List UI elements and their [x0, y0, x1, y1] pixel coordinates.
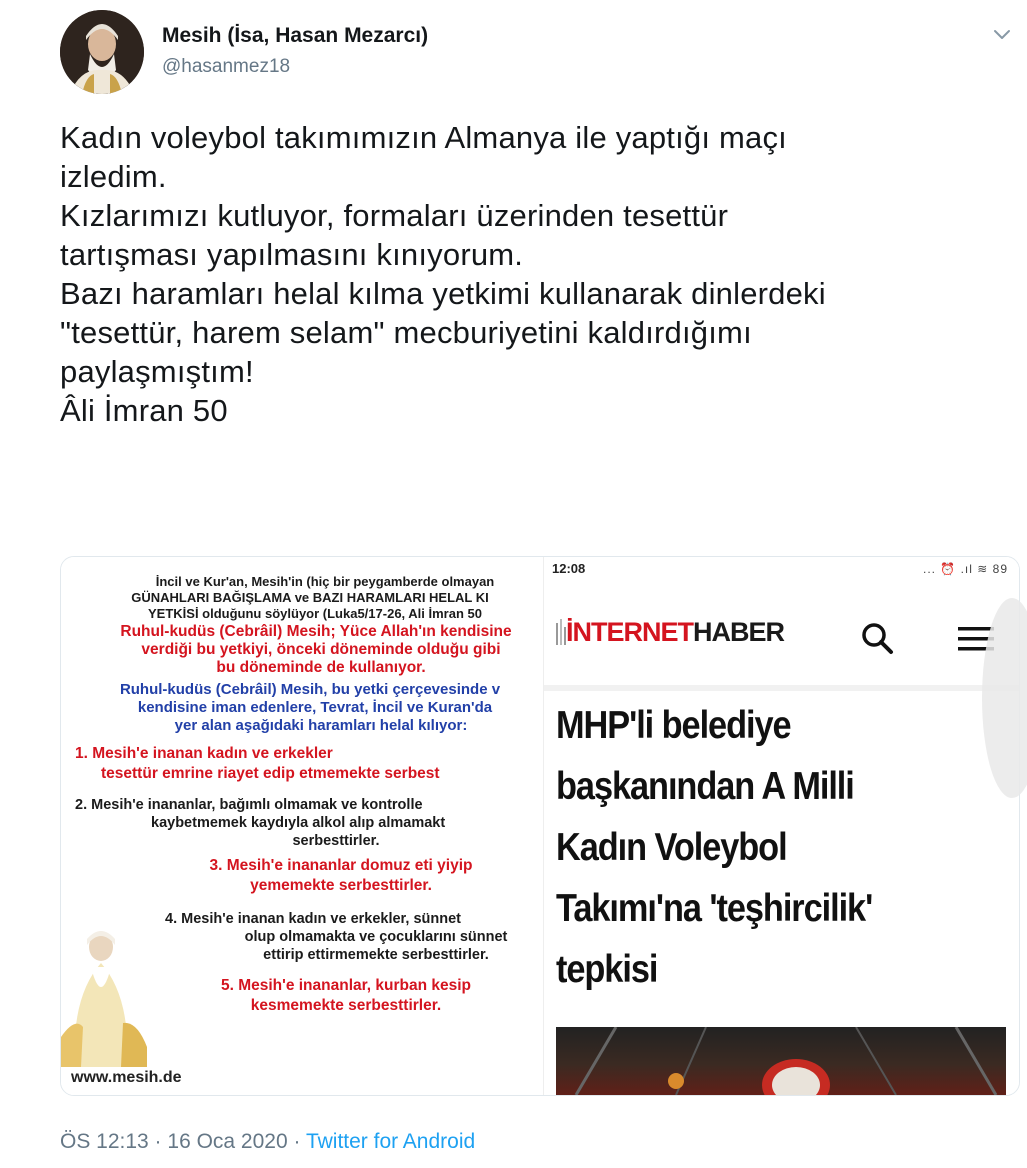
tweet-line: paylaşmıştım! [60, 354, 254, 389]
tweet-timestamp[interactable]: ÖS 12:13 · 16 Oca 2020 · [60, 1130, 306, 1153]
tweet-line: Kızlarımızı kutluyor, formaları üzerinden tesettür [60, 198, 729, 233]
headline-line: Kadın Voleybol [556, 826, 787, 869]
brand-mark-icon [556, 619, 566, 647]
article-photo [556, 1027, 1006, 1095]
tweet-line: izledim. [60, 159, 167, 194]
brand-logo-dark: HABER [693, 617, 785, 647]
image-text: Ruhul-kudüs (Cebrâil) Mesih, bu yetki çerçevesinde v [119, 681, 501, 698]
avatar-image [60, 10, 144, 94]
display-name[interactable]: Mesih (İsa, Hasan Mezarcı) [162, 24, 429, 47]
media-image-left[interactable] [61, 557, 543, 1095]
avatar[interactable] [60, 10, 144, 94]
headline-line: başkanından A Milli [556, 765, 854, 808]
image-text: 5. Mesih'e inananlar, kurban kesip [220, 977, 472, 994]
image-text: ettirip ettirmemekte serbesttirler. [263, 947, 489, 963]
image-text: İncil ve Kur'an, Mesih'in (hiç bir peygamberde olmayan [155, 574, 495, 589]
search-icon [860, 621, 894, 655]
image-text: 3. Mesih'e inananlar domuz eti yiyip [209, 857, 473, 874]
tweet-line: Âli İmran 50 [60, 393, 228, 428]
article-headline [556, 695, 952, 1000]
image-text: YETKİSİ olduğunu söylüyor (Luka5/17-26, Ali İmran 50 [148, 606, 482, 621]
figure-illustration [61, 927, 147, 1067]
image-text: kesmemekte serbesttirler. [250, 997, 442, 1014]
image-text: olup olmamakta ve çocuklarını sünnet [244, 929, 508, 945]
image-text: 4. Mesih'e inanan kadın ve erkekler, sünnet [165, 911, 461, 927]
image-text: serbesttirler. [292, 833, 380, 849]
status-time: 12:08 [552, 561, 586, 576]
brand-logo-red: İNTERNET [566, 617, 693, 647]
image-text: kendisine iman edenlere, Tevrat, İncil ve Kuran'da [137, 699, 493, 716]
image-text: tesettür emrine riayet edip etmemekte serbest [101, 765, 440, 782]
tweet-line: "tesettür, harem selam" mecburiyetini kaldırdığımı [60, 315, 752, 350]
user-handle[interactable]: @hasanmez18 [162, 56, 291, 77]
headline-line: tepkisi [556, 948, 658, 991]
media-image-right[interactable] [543, 557, 1020, 1095]
tweet-media[interactable] [60, 556, 1020, 1096]
image-text: yememekte serbesttirler. [250, 877, 432, 894]
image-text: verdiği bu yetkiyi, önceki döneminde olduğu gibi [141, 641, 501, 658]
tweet-metadata [60, 1130, 475, 1154]
tweet-line: tartışması yapılmasını kınıyorum. [60, 237, 524, 272]
status-icons: ... ⏰ .ıl ≋ 89 [922, 562, 1008, 576]
image-text: 2. Mesih'e inananlar, bağımlı olmamak ve kontrolle [75, 797, 423, 813]
image-text: bu döneminde de kullanıyor. [216, 659, 426, 676]
image-text: 1. Mesih'e inanan kadın ve erkekler [75, 745, 333, 762]
image-text: Ruhul-kudüs (Cebrâil) Mesih; Yüce Allah'ın kendisine [120, 623, 512, 640]
brand-logo [566, 617, 784, 648]
phone-status-bar [544, 557, 1020, 583]
tweet-line: Bazı haramları helal kılma yetkimi kullanarak dinlerdeki [60, 276, 826, 311]
image-text: GÜNAHLARI BAĞIŞLAMA ve BAZI HARAMLARI HELAL KI [131, 590, 489, 605]
image-text: yer alan aşağıdaki haramları helal kılıyor: [174, 717, 468, 734]
source-app-link[interactable]: Twitter for Android [305, 1130, 476, 1153]
tweet-text [60, 118, 1010, 430]
chevron-down-icon[interactable] [990, 22, 1014, 46]
site-url: www.mesih.de [71, 1069, 182, 1086]
tweet-line: Kadın voleybol takımımızın Almanya ile yaptığı maçı [60, 120, 787, 155]
headline-line: MHP'li belediye [556, 704, 791, 747]
divider [544, 685, 1020, 691]
photo-art [556, 1027, 1006, 1095]
image-text: kaybetmemek kaydıyla alkol alıp almamakt [151, 815, 446, 831]
headline-line: Takımı'na 'teşhircilik' [556, 887, 873, 930]
